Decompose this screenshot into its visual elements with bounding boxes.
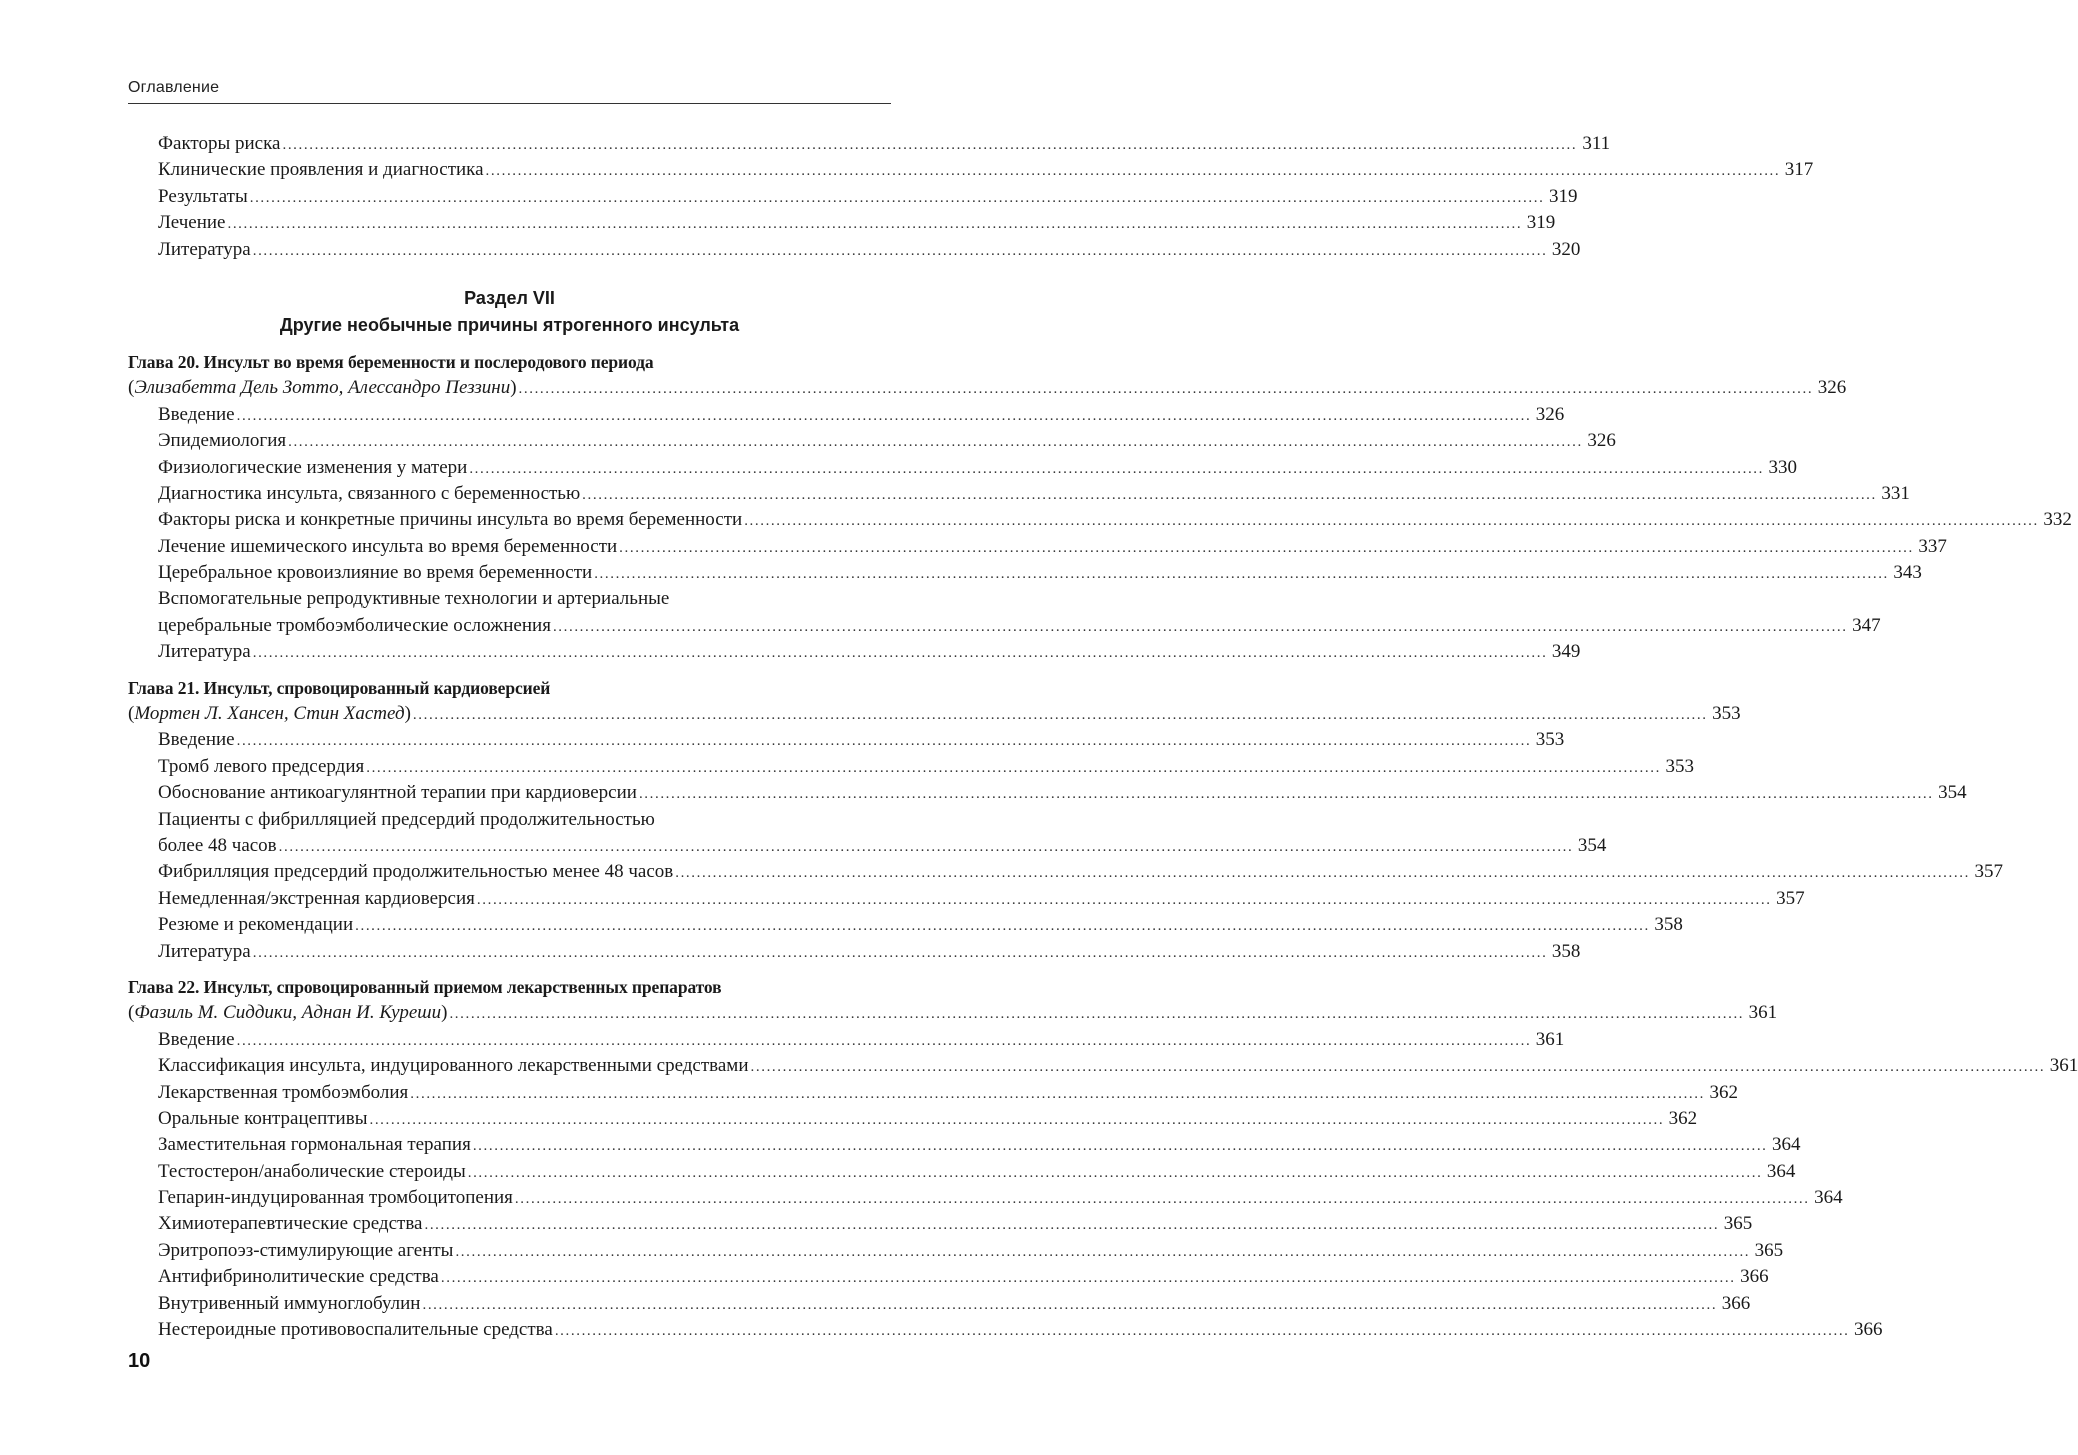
toc-entry-page: 365	[1723, 1213, 1753, 1235]
toc-entry-page: 358	[1654, 914, 1683, 936]
leader-dots: ..................................................................................................................................................................................................................................................	[638, 786, 1934, 803]
toc-entry-page: 361	[1535, 1028, 1565, 1050]
toc-entry-label: Введение	[158, 403, 235, 425]
toc-entry[interactable]	[128, 560, 1922, 586]
toc-entry-page: 317	[1784, 159, 1814, 181]
toc-entry-label: Лечение	[158, 212, 226, 234]
leader-dots: ..................................................................................................................................................................................................................................................	[366, 759, 1661, 776]
leader-dots: ..................................................................................................................................................................................................................................................	[227, 216, 1523, 233]
toc-entry[interactable]	[128, 1132, 1801, 1158]
authors-label	[128, 701, 413, 727]
chapter-block	[128, 965, 2078, 1343]
leader-dots: ..................................................................................................................................................................................................................................................	[744, 513, 2039, 530]
toc-entry-page: 364	[1766, 1160, 1796, 1182]
running-head: Оглавление	[128, 79, 220, 96]
toc-entry-label: Внутривенный иммуноглобулин	[158, 1292, 421, 1314]
toc-entry-page: 331	[1881, 482, 1910, 504]
leader-dots: ..................................................................................................................................................................................................................................................	[249, 189, 1545, 206]
toc-entry[interactable]	[128, 455, 1798, 481]
toc-entry[interactable]	[128, 237, 1581, 263]
leader-dots: ..................................................................................................................................................................................................................................................	[594, 566, 1889, 583]
toc-entry[interactable]	[128, 780, 1967, 806]
leader-dots: ..................................................................................................................................................................................................................................................	[440, 1270, 1736, 1287]
toc-entry-page: 354	[1577, 834, 1607, 856]
toc-entry-page: 330	[1768, 456, 1798, 478]
chapter-block	[128, 349, 2072, 666]
toc-entry-label: Лекарственная тромбоэмболия	[158, 1081, 409, 1103]
toc-entry-label: Факторы риска	[158, 133, 281, 154]
authors-page: 353	[1712, 703, 1741, 725]
leader-dots: ..................................................................................................................................................................................................................................................	[469, 460, 1765, 477]
section-number: Раздел VII	[464, 287, 555, 308]
leader-dots: ..................................................................................................................................................................................................................................................	[619, 539, 1914, 556]
leader-dots: ..................................................................................................................................................................................................................................................	[236, 407, 1532, 424]
toc-entry-label: Результаты	[158, 185, 248, 207]
toc-entry[interactable]	[128, 639, 1581, 665]
leader-dots: ..................................................................................................................................................................................................................................................	[369, 1111, 1665, 1128]
toc-entry-page: 362	[1709, 1081, 1738, 1103]
toc-entry[interactable]	[128, 939, 1581, 965]
chapter-title[interactable]: Глава 21. Инсульт, спровоцированный кардиоверсией	[128, 677, 551, 698]
leader-dots: ..................................................................................................................................................................................................................................................	[252, 242, 1548, 259]
toc-entry[interactable]	[128, 1053, 2078, 1079]
toc-entry-page: 353	[1665, 755, 1694, 777]
toc-entry-label: Резюме и рекомендации	[158, 914, 354, 936]
toc-entry[interactable]	[128, 1238, 1784, 1264]
toc-entry-label: Антифибринолитические средства	[158, 1266, 439, 1288]
leader-dots: ..................................................................................................................................................................................................................................................	[236, 1032, 1532, 1049]
toc-entry-page: 332	[2043, 509, 2072, 531]
toc-entry[interactable]	[128, 210, 1556, 236]
toc-entry-page: 364	[1814, 1187, 1843, 1209]
toc-entry-label: Заместительная гормональная терапия	[158, 1134, 471, 1156]
leader-dots: ..................................................................................................................................................................................................................................................	[518, 381, 1814, 398]
toc-entry-label: Эпидемиология	[158, 430, 287, 452]
toc-entry-label: церебральные тромбоэмболические осложнения	[158, 614, 551, 636]
toc-entry-label: Физиологические изменения у матери	[158, 456, 468, 478]
toc-entry[interactable]	[128, 507, 2072, 533]
paren-open: (	[128, 377, 135, 399]
toc-entry-page: 319	[1548, 185, 1578, 207]
chapter-authors[interactable]	[128, 375, 1847, 401]
leader-dots: ..................................................................................................................................................................................................................................................	[410, 1085, 1705, 1102]
toc-entry-page: 362	[1668, 1107, 1698, 1129]
toc-entry[interactable]	[128, 886, 1805, 912]
toc-entry-page: 320	[1551, 238, 1581, 260]
toc-entry-label: Гепарин-индуцированная тромбоцитопения	[158, 1187, 513, 1209]
chapter-spacer	[128, 965, 891, 974]
toc-entry-page: 358	[1551, 940, 1581, 962]
header-rule	[128, 103, 891, 104]
toc-entry-label: Введение	[158, 1028, 235, 1050]
toc-entry-label: Литература	[158, 641, 251, 663]
authors-page: 326	[1817, 377, 1847, 399]
toc-entry[interactable]	[128, 859, 2003, 885]
page-number: 10	[128, 1350, 151, 1372]
toc-entry-page: 357	[1776, 887, 1805, 909]
leader-dots: ..................................................................................................................................................................................................................................................	[472, 1138, 1768, 1155]
section-title: Другие необычные причины ятрогенного инсульта	[279, 314, 740, 335]
leader-dots: ..................................................................................................................................................................................................................................................	[424, 1217, 1720, 1234]
leader-dots: ..................................................................................................................................................................................................................................................	[252, 944, 1548, 961]
toc-entry-label: Введение	[158, 729, 235, 751]
toc-entry-label: Клинические проявления и диагностика	[158, 159, 484, 181]
toc-entry-line: Пациенты с фибрилляцией предсердий продолжительностью	[158, 808, 655, 830]
leader-dots: ..................................................................................................................................................................................................................................................	[449, 1006, 1745, 1023]
toc-entry[interactable]	[128, 534, 1947, 560]
toc-entry[interactable]	[128, 613, 1881, 639]
chapter-title[interactable]: Глава 20. Инсульт во время беременности и послеродового периода	[128, 351, 654, 372]
toc-entry-page: 326	[1587, 430, 1616, 452]
toc-entry-page: 366	[1721, 1292, 1751, 1314]
toc-entry-page: 319	[1526, 212, 1556, 234]
leader-dots: ..................................................................................................................................................................................................................................................	[252, 645, 1548, 662]
authors-label	[128, 375, 519, 401]
toc-entry[interactable]	[128, 1080, 1738, 1106]
toc-entry-label: Фибрилляция предсердий продолжительностью менее 48 часов	[158, 861, 674, 883]
authors-names: Фазиль М. Сиддики, Аднан И. Куреши	[134, 1002, 442, 1024]
toc-entry[interactable]	[128, 754, 1694, 780]
leader-dots: ..................................................................................................................................................................................................................................................	[476, 891, 1772, 908]
leader-dots: ..................................................................................................................................................................................................................................................	[485, 163, 1781, 180]
toc-entry-label: Обоснование антикоагулянтной терапии при кардиоверсии	[158, 782, 637, 804]
chapter-spacer	[128, 666, 891, 675]
toc-entry[interactable]	[128, 402, 1565, 428]
paren-open: (	[128, 703, 135, 725]
toc-entry[interactable]	[128, 1291, 1751, 1317]
leader-dots: ..................................................................................................................................................................................................................................................	[412, 707, 1708, 724]
leader-dots: ..................................................................................................................................................................................................................................................	[582, 486, 1877, 503]
authors-page: 361	[1748, 1002, 1778, 1024]
toc-entry-label: Литература	[158, 940, 251, 962]
toc-entry-label: Лечение ишемического инсульта во время беременности	[158, 535, 618, 557]
toc-entry[interactable]	[128, 1211, 1753, 1237]
toc-entry-label: Оральные контрацептивы	[158, 1107, 368, 1129]
toc-entry[interactable]	[128, 833, 1607, 859]
leader-dots: ..................................................................................................................................................................................................................................................	[554, 1323, 1850, 1340]
toc-entry[interactable]	[128, 157, 1814, 183]
toc-entry-page: 365	[1754, 1239, 1784, 1261]
toc-entry[interactable]	[128, 428, 1616, 454]
toc-entry-label: более 48 часов	[158, 834, 277, 856]
leader-dots: ..................................................................................................................................................................................................................................................	[288, 434, 1583, 451]
toc-entry-page: 343	[1893, 562, 1922, 584]
toc-entry[interactable]	[128, 1185, 1843, 1211]
toc-entry-label: Церебральное кровоизлияние во время беременности	[158, 562, 593, 584]
paren-open: (	[128, 1002, 135, 1024]
toc-entry-label: Эритропоэз-стимулирующие агенты	[158, 1239, 454, 1261]
toc-entry[interactable]	[128, 1106, 1698, 1132]
leader-dots: ..................................................................................................................................................................................................................................................	[675, 865, 1970, 882]
leader-dots: ..................................................................................................................................................................................................................................................	[355, 918, 1650, 935]
toc-entry[interactable]	[128, 131, 1611, 157]
toc-entry-label: Немедленная/экстренная кардиоверсия	[158, 887, 475, 909]
toc-entry-label: Тестостерон/анаболические стероиды	[158, 1160, 466, 1182]
toc-entry-label: Диагностика инсульта, связанного с беременностью	[158, 482, 581, 504]
toc-entry[interactable]	[128, 1027, 1565, 1053]
table-of-contents	[128, 131, 2078, 1343]
toc-entry[interactable]	[128, 1317, 1883, 1343]
toc-entry-page: 354	[1938, 782, 1967, 804]
leader-dots: ..................................................................................................................................................................................................................................................	[422, 1296, 1718, 1313]
leader-dots: ..................................................................................................................................................................................................................................................	[278, 838, 1574, 855]
toc-entry[interactable]	[128, 184, 1578, 210]
toc-entry-page: 337	[1918, 535, 1947, 557]
toc-entry-label: Тромб левого предсердия	[158, 755, 365, 777]
authors-names: Мортен Л. Хансен, Стин Хастед	[134, 703, 405, 725]
leader-dots: ..................................................................................................................................................................................................................................................	[467, 1164, 1763, 1181]
toc-entry-page: 366	[1740, 1266, 1769, 1288]
leader-dots: ..................................................................................................................................................................................................................................................	[514, 1191, 1810, 1208]
leader-dots: ..................................................................................................................................................................................................................................................	[236, 733, 1532, 750]
leader-dots: ..................................................................................................................................................................................................................................................	[282, 137, 1578, 153]
toc-entry-label: Факторы риска и конкретные причины инсульта во время беременности	[158, 509, 743, 531]
chapter-list	[128, 349, 2078, 1343]
chapter-authors[interactable]	[128, 701, 1741, 727]
leader-dots: ..................................................................................................................................................................................................................................................	[552, 618, 1848, 635]
authors-names: Элизабетта Дель Зотто, Алессандро Пеззини	[134, 377, 511, 399]
toc-entry-page: 311	[1582, 133, 1611, 154]
toc-entry-page: 366	[1854, 1319, 1883, 1341]
toc-entry-page: 361	[2049, 1055, 2078, 1077]
toc-entry-label: Литература	[158, 238, 251, 260]
continued-entries	[128, 131, 1814, 263]
toc-entry-line: Вспомогательные репродуктивные технологии и артериальные	[158, 588, 670, 610]
authors-label	[128, 1000, 449, 1026]
toc-entry-page: 364	[1772, 1134, 1801, 1156]
leader-dots: ..................................................................................................................................................................................................................................................	[455, 1243, 1751, 1260]
leader-dots: ..................................................................................................................................................................................................................................................	[750, 1059, 2046, 1076]
paren-close: )	[441, 1002, 448, 1024]
paren-close: )	[404, 703, 411, 725]
toc-entry[interactable]	[128, 481, 1910, 507]
toc-entry-label: Классификация инсульта, индуцированного лекарственными средствами	[158, 1055, 749, 1077]
chapter-authors[interactable]	[128, 1000, 1778, 1026]
toc-entry-page: 353	[1535, 729, 1565, 751]
toc-entry[interactable]	[128, 1264, 1769, 1290]
toc-entry-page: 347	[1852, 614, 1881, 636]
chapter-title[interactable]: Глава 22. Инсульт, спровоцированный приемом лекарственных препаратов	[128, 976, 722, 997]
toc-entry[interactable]	[128, 912, 1683, 938]
toc-entry-page: 357	[1974, 861, 2003, 883]
paren-close: )	[510, 377, 517, 399]
toc-entry[interactable]	[128, 727, 1565, 753]
toc-entry-label: Нестероидные противовоспалительные средства	[158, 1319, 553, 1341]
toc-entry-page: 349	[1551, 641, 1581, 663]
toc-entry-page: 326	[1535, 403, 1565, 425]
toc-entry[interactable]	[128, 1159, 1796, 1185]
chapter-block	[128, 666, 2003, 965]
section-heading	[128, 285, 891, 339]
toc-entry-label: Химиотерапевтические средства	[158, 1213, 423, 1235]
